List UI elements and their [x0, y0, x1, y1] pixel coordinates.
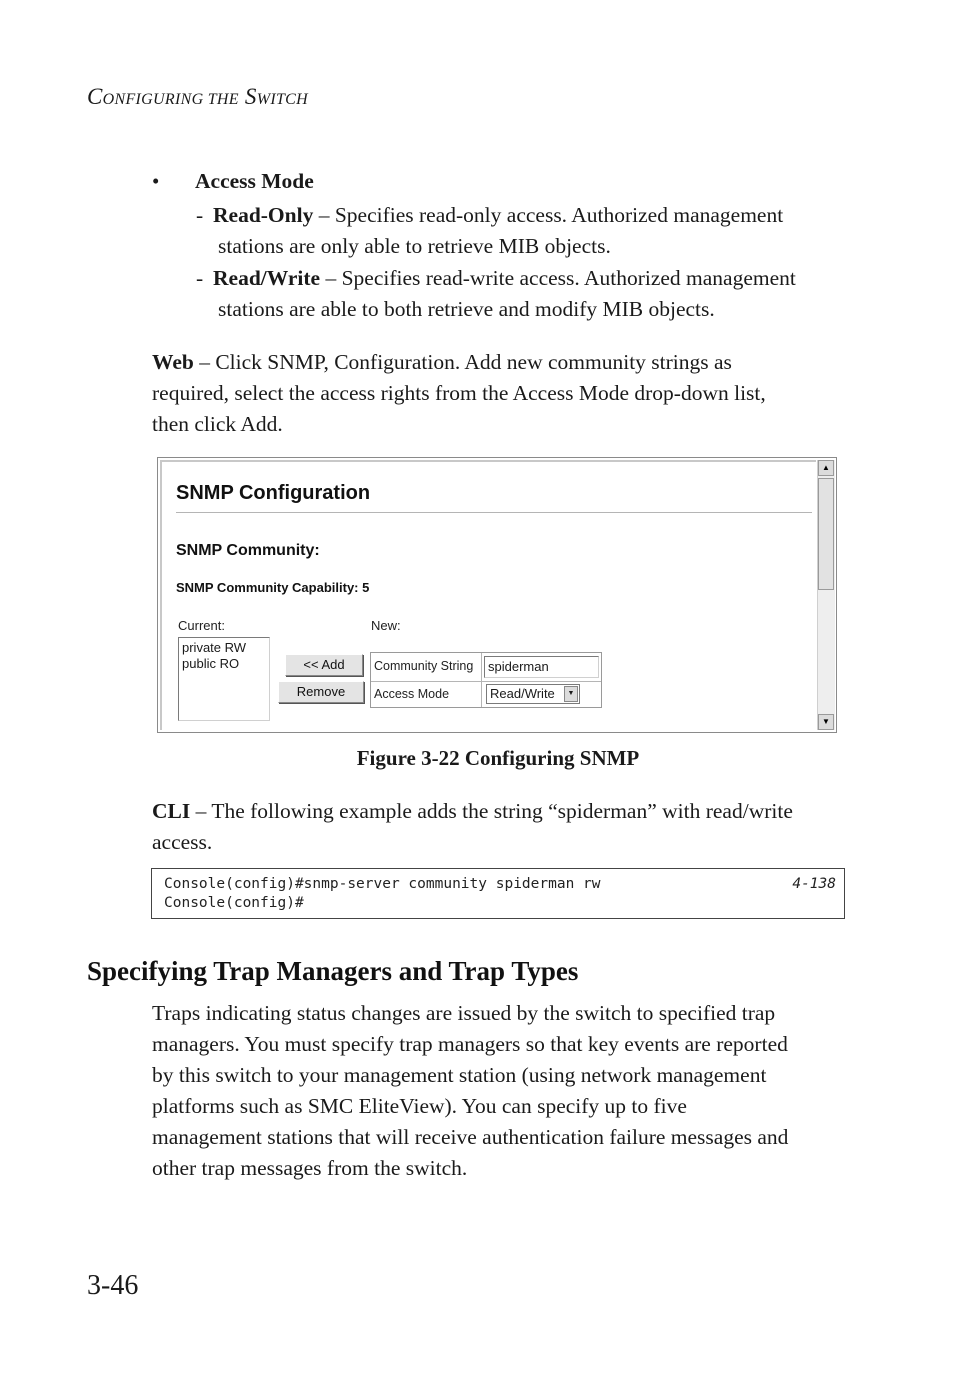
read-write-desc: – Specifies read-write access. Authorized management [320, 266, 796, 290]
command-reference: 4-138 [792, 876, 836, 892]
read-only-term: Read-Only [213, 203, 314, 227]
cli-line1 [152, 796, 852, 827]
scrollbar-thumb[interactable] [818, 478, 834, 590]
list-item[interactable]: private RW [182, 640, 247, 655]
current-label: Current: [178, 618, 225, 633]
web-paragraph [152, 347, 852, 440]
community-string-label: Community String [374, 659, 474, 673]
vertical-scrollbar[interactable] [817, 460, 835, 730]
access-mode-select[interactable] [486, 684, 580, 704]
community-string-input[interactable]: spiderman [484, 656, 599, 678]
trap-line: managers. You must specify trap managers so that key events are reported [152, 1032, 788, 1056]
section-heading: Specifying Trap Managers and Trap Types [87, 956, 579, 986]
trap-line: by this switch to your management station (using network management [152, 1063, 767, 1087]
access-mode-selected: Read/Write [490, 686, 555, 701]
bullet-dot: • [152, 169, 160, 193]
running-head-text: CONFIGURING THE SWITCH [87, 84, 308, 109]
web-line2: required, select the access rights from the Access Mode drop-down list, [152, 381, 766, 405]
dash: - [196, 203, 204, 227]
running-head [87, 84, 308, 110]
community-capability: SNMP Community Capability: 5 [176, 580, 370, 595]
read-only-item [196, 200, 856, 262]
code-line1: Console(config)#snmp-server community spiderman rw [164, 876, 601, 892]
web-line3: then click Add. [152, 412, 283, 436]
read-only-desc: – Specifies read-only access. Authorized management [313, 203, 784, 227]
cli-term: CLI [152, 799, 191, 823]
cli-line1-text: – The following example adds the string “spiderman” with read/write [190, 799, 793, 823]
scroll-up-icon[interactable]: ▲ [818, 460, 834, 476]
screenshot-content [160, 460, 816, 730]
add-button[interactable]: << Add [285, 654, 363, 676]
new-community-table [370, 652, 602, 708]
snmp-screenshot [157, 457, 837, 733]
trap-line: other trap messages from the switch. [152, 1156, 468, 1180]
scroll-down-icon[interactable]: ▼ [818, 714, 834, 730]
list-item[interactable]: public RO [182, 656, 240, 671]
read-write-line1 [213, 263, 796, 294]
read-write-line2: stations are able to both retrieve and modify MIB objects. [218, 297, 715, 321]
trap-line: Traps indicating status changes are issued by the switch to specified trap [152, 1001, 776, 1025]
figure-caption: Figure 3-22 Configuring SNMP [356, 746, 640, 770]
page-number: 3-46 [87, 1270, 139, 1301]
access-mode-field-label: Access Mode [374, 687, 450, 701]
read-write-term: Read/Write [213, 266, 321, 290]
snmp-config-title: SNMP Configuration [176, 482, 371, 504]
column-divider [481, 653, 482, 707]
read-write-item [196, 263, 856, 325]
code-example [151, 868, 845, 919]
current-community-list[interactable] [178, 637, 270, 721]
snmp-community-heading: SNMP Community: [176, 542, 320, 559]
dash: - [196, 266, 204, 290]
cli-paragraph [152, 796, 852, 858]
read-only-line1 [213, 200, 783, 231]
row-divider [371, 681, 601, 682]
chevron-down-icon[interactable]: ▼ [564, 686, 578, 702]
code-line2: Console(config)# [164, 895, 304, 911]
trap-paragraph [152, 998, 852, 1184]
cli-line2: access. [152, 830, 213, 854]
title-divider [176, 512, 812, 513]
remove-button[interactable]: Remove [278, 681, 364, 703]
read-only-line2: stations are only able to retrieve MIB objects. [218, 234, 611, 258]
new-label: New: [371, 618, 401, 633]
access-mode-label: Access Mode [195, 169, 314, 193]
web-line1-text: – Click SNMP, Configuration. Add new community strings as [193, 350, 732, 374]
web-term: Web [152, 350, 194, 374]
trap-line: platforms such as SMC EliteView). You can specify up to five [152, 1094, 687, 1118]
trap-line: management stations that will receive authentication failure messages and [152, 1125, 789, 1149]
web-line1 [152, 347, 852, 378]
